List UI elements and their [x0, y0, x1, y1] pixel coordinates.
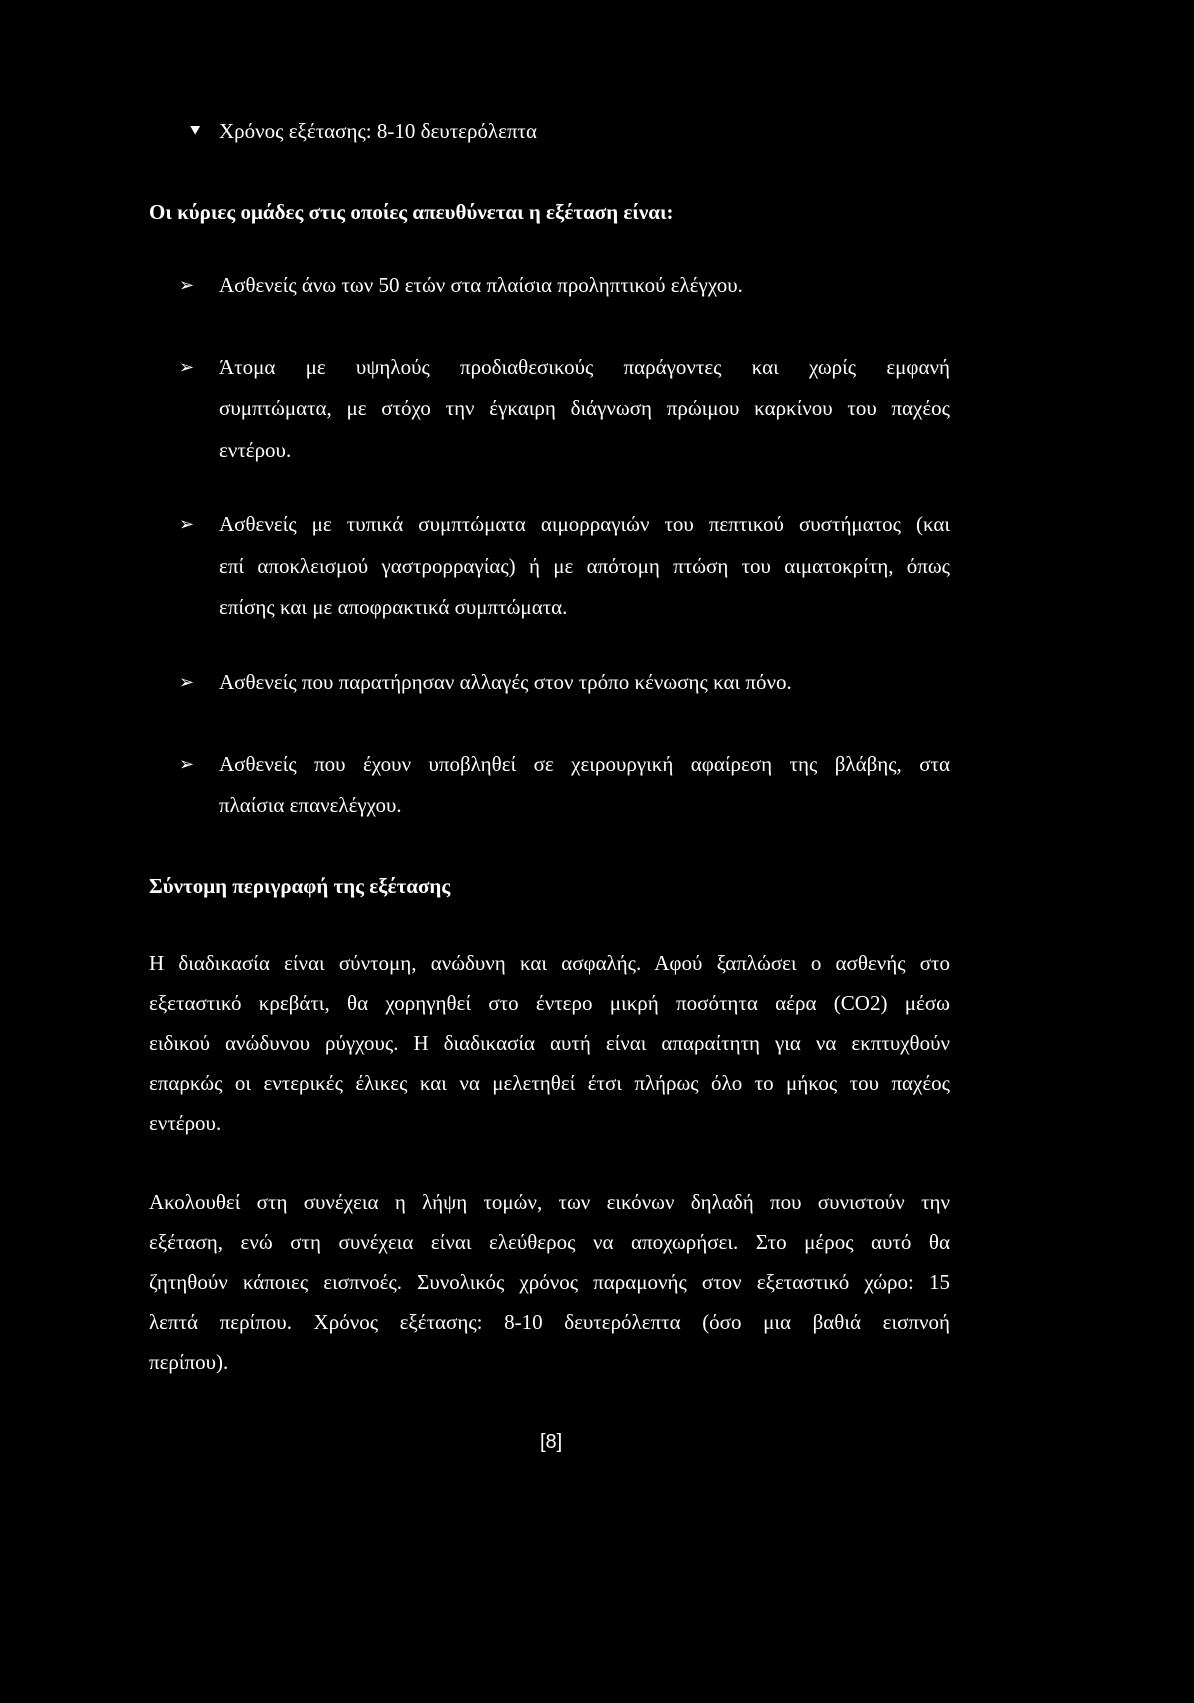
bullet-3-line-1: Ασθενείς με τυπικά συμπτώματα αιμορραγιών του πεπτικού συστήματος (και	[219, 512, 950, 536]
bullet-2-line-2: συμπτώματα, με στόχο την έγκαιρη διάγνωση πρώιμου καρκίνου του παχέος	[219, 396, 950, 420]
paragraph-1-line-2: εξεταστικό κρεβάτι, θα χορηγηθεί στο έντερο μικρή ποσότητα αέρα (CO2) μέσω	[149, 991, 950, 1015]
paragraph-1-line-1: Η διαδικασία είναι σύντομη, ανώδυνη και ασφαλής. Αφού ξαπλώσει ο ασθενής στο	[149, 951, 950, 975]
arrow-bullet-icon: ➢	[179, 514, 195, 535]
exam-time-line: Χρόνος εξέτασης: 8-10 δευτερόλεπτα	[219, 119, 537, 143]
paragraph-1-line-4: επαρκώς οι εντερικές έλικες και να μελετηθεί έτσι πλήρως όλο το μήκος του παχέος	[149, 1071, 950, 1095]
bullet-2-line-1: Άτομα με υψηλούς προδιαθεσικούς παράγοντες και χωρίς εμφανή	[219, 355, 950, 379]
bullet-4-line-1: Ασθενείς που παρατήρησαν αλλαγές στον τρόπο κένωσης και πόνο.	[219, 670, 792, 694]
groups-heading: Οι κύριες ομάδες στις οποίες απευθύνεται η εξέταση είναι:	[149, 200, 674, 224]
arrow-bullet-icon: ➢	[179, 357, 195, 378]
description-heading: Σύντομη περιγραφή της εξέτασης	[149, 874, 451, 898]
arrow-bullet-icon: ➢	[179, 672, 195, 693]
arrow-down-icon: ⯆	[188, 121, 203, 142]
arrow-bullet-icon: ➢	[179, 275, 195, 296]
paragraph-2-line-4: λεπτά περίπου. Χρόνος εξέτασης: 8-10 δευτερόλεπτα (όσο μια βαθιά εισπνοή	[149, 1310, 950, 1334]
bullet-3-line-3: επίσης και με αποφρακτικά συμπτώματα.	[219, 595, 568, 619]
paragraph-2-line-5: περίπου).	[149, 1350, 229, 1374]
page-number: [8]	[540, 1431, 563, 1453]
paragraph-2-line-1: Ακολουθεί στη συνέχεια η λήψη τομών, των εικόνων δηλαδή που συνιστούν την	[149, 1190, 950, 1214]
bullet-3-line-2: επί αποκλεισμού γαστρορραγίας) ή με απότομη πτώση του αιματοκρίτη, όπως	[219, 554, 950, 578]
bullet-5-line-1: Ασθενείς που έχουν υποβληθεί σε χειρουργική αφαίρεση της βλάβης, στα	[219, 752, 950, 776]
paragraph-1-line-3: ειδικού ανώδυνου ρύγχους. Η διαδικασία αυτή είναι απαραίτητη για να εκπτυχθούν	[149, 1031, 950, 1055]
bullet-1-line-1: Ασθενείς άνω των 50 ετών στα πλαίσια προληπτικού ελέγχου.	[219, 273, 743, 297]
paragraph-2-line-2: εξέταση, ενώ στη συνέχεια είναι ελεύθερος να αποχωρήσει. Στο μέρος αυτό θα	[149, 1230, 950, 1254]
arrow-bullet-icon: ➢	[179, 754, 195, 775]
paragraph-1-line-5: εντέρου.	[149, 1111, 222, 1135]
bullet-5-line-2: πλαίσια επανελέγχου.	[219, 793, 402, 817]
paragraph-2-line-3: ζητηθούν κάποιες εισπνοές. Συνολικός χρόνος παραμονής στον εξεταστικό χώρο: 15	[149, 1270, 950, 1294]
bullet-2-line-3: εντέρου.	[219, 438, 292, 462]
